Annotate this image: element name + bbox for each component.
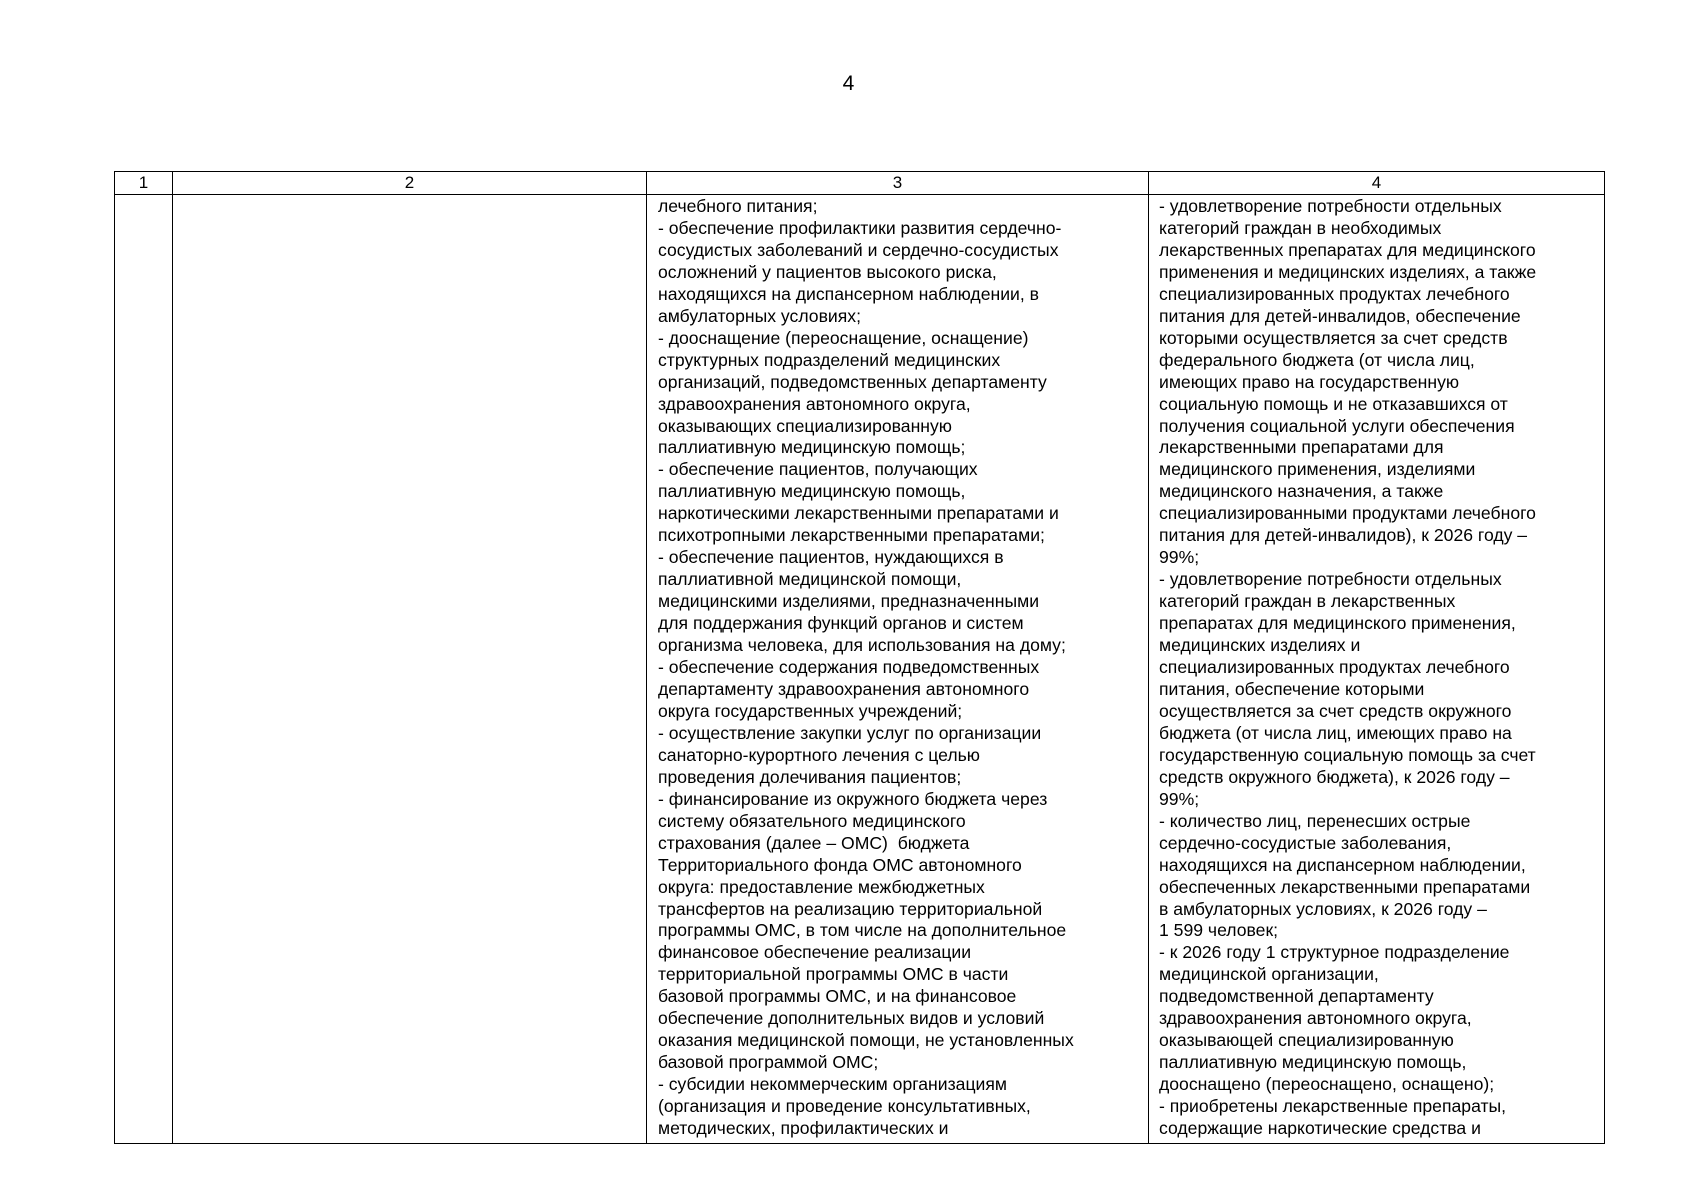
text-line: психотропными лекарственными препаратами; xyxy=(658,525,1045,546)
text-line: применения и медицинских изделиях, а также xyxy=(1159,261,1537,282)
text-line: программы ОМС, в том числе на дополнительное xyxy=(658,920,1067,941)
text-line: - удовлетворение потребности отдельных xyxy=(1159,196,1502,216)
text-line: паллиативную медицинскую помощь, xyxy=(658,481,966,502)
text-line: обеспечение дополнительных видов и условий xyxy=(658,1008,1045,1029)
text-line: проведения долечивания пациентов; xyxy=(658,766,962,787)
text-line: категорий граждан в лекарственных xyxy=(1159,591,1456,612)
text-line: структурных подразделений медицинских xyxy=(658,349,1001,370)
text-line: находящихся на диспансерном наблюдении, xyxy=(1159,854,1526,875)
text-line: медицинской организации, xyxy=(1159,964,1379,985)
text-line: содержащие наркотические средства и xyxy=(1159,1118,1481,1139)
column-header-2: 2 xyxy=(173,172,647,195)
text-line: - осуществление закупки услуг по организации xyxy=(658,722,1042,743)
text-line: 99%; xyxy=(1159,788,1200,809)
text-line: паллиативной медицинской помощи, xyxy=(658,569,962,590)
text-line: - количество лиц, перенесших острые xyxy=(1159,810,1471,831)
text-line: - дооснащение (переоснащение, оснащение) xyxy=(658,327,1029,348)
text-line: социальную помощь и не отказавшихся от xyxy=(1159,393,1508,414)
text-line: бюджета (от числа лиц, имеющих право на xyxy=(1159,722,1512,743)
text-line: медицинских изделиях и xyxy=(1159,635,1361,656)
text-line: организма человека, для использования на дому; xyxy=(658,635,1066,656)
table-row xyxy=(115,195,1605,1144)
cell-column-3 xyxy=(647,195,1149,1144)
text-line: средств окружного бюджета), к 2026 году – xyxy=(1159,766,1510,787)
text-line: паллиативную медицинскую помощь; xyxy=(658,437,966,458)
text-line: - субсидии некоммерческим организациям xyxy=(658,1074,1007,1095)
measures-text xyxy=(647,195,1148,1142)
text-line: округа: предоставление межбюджетных xyxy=(658,876,985,897)
content-table xyxy=(114,171,1605,1144)
text-line: департаменту здравоохранения автономного xyxy=(658,678,1030,699)
text-line: - обеспечение пациентов, получающих xyxy=(658,459,978,480)
text-line: которыми осуществляется за счет средств xyxy=(1159,327,1508,348)
text-line: препаратах для медицинского применения, xyxy=(1159,613,1516,634)
text-line: категорий граждан в необходимых xyxy=(1159,217,1442,238)
text-line: базовой программой ОМС; xyxy=(658,1052,879,1073)
column-header-1: 1 xyxy=(115,172,173,195)
column-header-4: 4 xyxy=(1149,172,1605,195)
text-line: питания для детей-инвалидов), к 2026 году – xyxy=(1159,525,1528,546)
text-line: обеспеченных лекарственными препаратами xyxy=(1159,876,1531,897)
text-line: подведомственной департаменту xyxy=(1159,986,1434,1007)
indicators-text xyxy=(1149,195,1604,1142)
cell-column-2 xyxy=(173,195,647,1144)
text-line: лечебного питания; xyxy=(658,196,818,216)
cell-column-1 xyxy=(115,195,173,1144)
text-line: осуществляется за счет средств окружного xyxy=(1159,700,1512,721)
text-line: сосудистых заболеваний и сердечно-сосудистых xyxy=(658,239,1059,260)
text-line: 99%; xyxy=(1159,547,1200,568)
text-line: Территориального фонда ОМС автономного xyxy=(658,854,1022,875)
text-line: базовой программы ОМС, и на финансовое xyxy=(658,986,1017,1007)
text-line: специализированных продуктах лечебного xyxy=(1159,283,1510,304)
text-line: 1 599 человек; xyxy=(1159,920,1279,941)
text-line: осложнений у пациентов высокого риска, xyxy=(658,261,997,282)
table-header-row xyxy=(115,172,1605,195)
text-line: - финансирование из окружного бюджета через xyxy=(658,788,1048,809)
text-line: здравоохранения автономного округа, xyxy=(658,393,971,414)
text-line: округа государственных учреждений; xyxy=(658,700,963,721)
text-line: - обеспечение профилактики развития сердечно- xyxy=(658,217,1062,238)
text-line: - к 2026 году 1 структурное подразделение xyxy=(1159,942,1510,963)
text-line: государственную социальную помощь за счет xyxy=(1159,744,1536,765)
text-line: оказывающей специализированную xyxy=(1159,1030,1454,1051)
text-line: дооснащено (переоснащено, оснащено); xyxy=(1159,1074,1495,1095)
column-header-3: 3 xyxy=(647,172,1149,195)
text-line: медицинского применения, изделиями xyxy=(1159,459,1476,480)
text-line: методических, профилактических и xyxy=(658,1118,949,1139)
text-line: здравоохранения автономного округа, xyxy=(1159,1008,1472,1029)
text-line: федерального бюджета (от числа лиц, xyxy=(1159,349,1475,370)
text-line: специализированных продуктах лечебного xyxy=(1159,657,1510,678)
text-line: в амбулаторных условиях, к 2026 году – xyxy=(1159,898,1487,919)
text-line: - обеспечение пациентов, нуждающихся в xyxy=(658,547,1004,568)
text-line: систему обязательного медицинского xyxy=(658,810,966,831)
text-line: питания, обеспечение которыми xyxy=(1159,678,1425,699)
page-number: 4 xyxy=(842,72,855,95)
text-line: оказания медицинской помощи, не установленных xyxy=(658,1030,1074,1051)
text-line: трансфертов на реализацию территориальной xyxy=(658,898,1043,919)
text-line: для поддержания функций органов и систем xyxy=(658,613,1024,634)
text-line: амбулаторных условиях; xyxy=(658,305,861,326)
text-line: сердечно-сосудистые заболевания, xyxy=(1159,832,1452,853)
text-line: - обеспечение содержания подведомственных xyxy=(658,657,1040,678)
text-line: медицинского назначения, а также xyxy=(1159,481,1444,502)
text-line: финансовое обеспечение реализации xyxy=(658,942,972,963)
text-line: лекарственными препаратами для xyxy=(1159,437,1444,458)
text-line: страхования (далее – ОМС) бюджета xyxy=(658,832,970,853)
cell-column-4 xyxy=(1149,195,1605,1144)
text-line: - удовлетворение потребности отдельных xyxy=(1159,569,1502,590)
text-line: организаций, подведомственных департаменту xyxy=(658,371,1047,392)
text-line: (организация и проведение консультативных, xyxy=(658,1096,1031,1117)
text-line: - приобретены лекарственные препараты, xyxy=(1159,1096,1507,1117)
text-line: медицинскими изделиями, предназначенными xyxy=(658,591,1040,612)
text-line: получения социальной услуги обеспечения xyxy=(1159,415,1515,436)
text-line: наркотическими лекарственными препаратами и xyxy=(658,503,1059,524)
text-line: паллиативную медицинскую помощь, xyxy=(1159,1052,1467,1073)
text-line: лекарственных препаратах для медицинского xyxy=(1159,239,1536,260)
text-line: санаторно-курортного лечения с целью xyxy=(658,744,980,765)
text-line: территориальной программы ОМС в части xyxy=(658,964,1009,985)
text-line: специализированными продуктами лечебного xyxy=(1159,503,1536,524)
text-line: находящихся на диспансерном наблюдении, в xyxy=(658,283,1039,304)
text-line: питания для детей-инвалидов, обеспечение xyxy=(1159,305,1521,326)
text-line: имеющих право на государственную xyxy=(1159,371,1460,392)
text-line: оказывающих специализированную xyxy=(658,415,952,436)
